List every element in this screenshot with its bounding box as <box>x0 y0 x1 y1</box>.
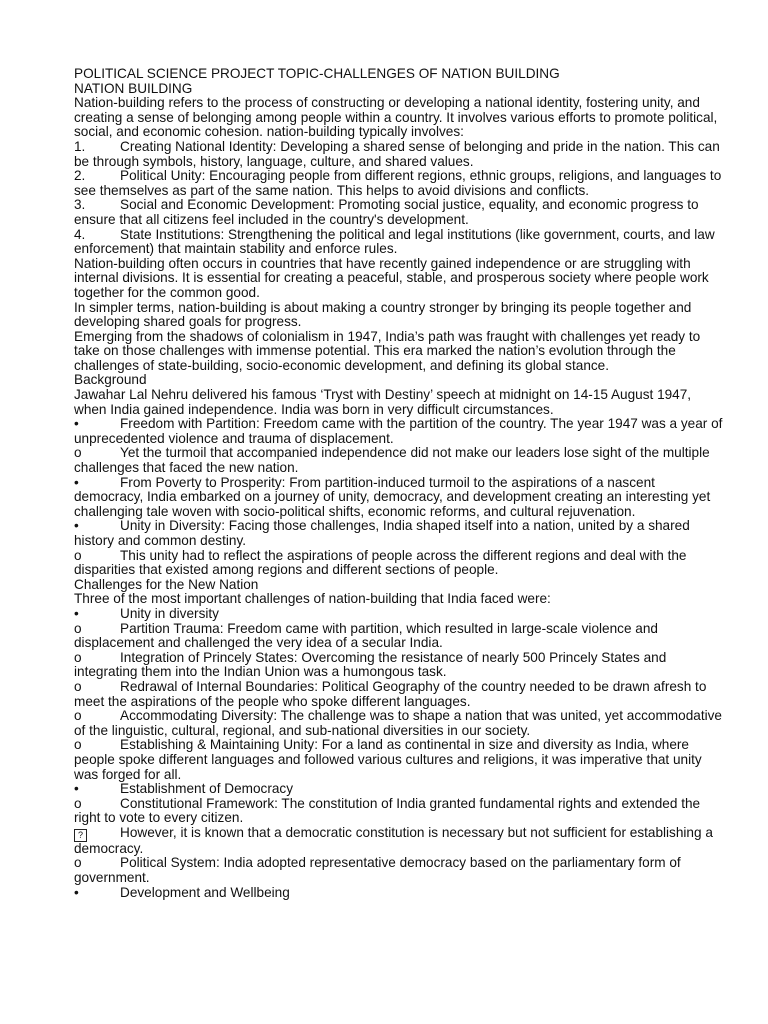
list-item <box>74 476 724 520</box>
list-item-text: State Institutions: Strengthening the political and legal institutions (like government, courts, and law enforcement) that maintain stability and enforce rules. <box>74 226 715 257</box>
list-marker: o <box>74 795 82 811</box>
paragraph: Nation-building often occurs in countries that have recently gained independence or are struggling with internal divisions. It is essential for creating a peaceful, stable, and prosperous society where people work together for the common good. <box>74 255 709 300</box>
list-marker: 1. <box>74 138 86 154</box>
list-marker: • <box>74 416 79 432</box>
list-item-text: Accommodating Diversity: The challenge was to shape a nation that was united, yet accommodative of the linguistic, cultural, regional, and sub-national diversities in our society. <box>74 708 722 738</box>
document-blocks <box>74 82 724 901</box>
list-item-text: Constitutional Framework: The constitution of India granted fundamental rights and extended the right to vote to every citizen. <box>74 795 701 826</box>
list-item-text: Creating National Identity: Developing a shared sense of belonging and pride in the nation. This can be through symbols, history, language, culture, and shared values. <box>74 138 720 169</box>
list-item <box>74 738 724 782</box>
paragraph: Nation-building refers to the process of constructing or developing a national identity, fostering unity, and creating a sense of belonging among people within a country. It involves various efforts to promote political, social, and economic cohesion. nation-building typically involves: <box>74 95 718 140</box>
list-item <box>74 782 724 797</box>
list-item <box>74 417 724 446</box>
list-item-text: Freedom with Partition: Freedom came with the partition of the country. The year 1947 was a year of unprecedented violence and trauma of displacement. <box>74 416 723 446</box>
paragraph: In simpler terms, nation-building is about making a country stronger by bringing its people together and developing shared goals for progress. <box>74 299 692 330</box>
list-marker: o <box>74 445 82 461</box>
list-marker: o <box>74 708 82 724</box>
list-item-text: Political System: India adopted representative democracy based on the parliamentary form of government. <box>74 855 681 886</box>
list-item <box>74 198 724 227</box>
list-item <box>74 651 724 680</box>
list-item <box>74 519 724 548</box>
list-marker: • <box>74 884 79 900</box>
document-body <box>74 67 724 900</box>
list-item <box>74 826 724 857</box>
list-item <box>74 169 724 198</box>
list-marker: o <box>74 547 82 563</box>
list-marker: 4. <box>74 226 86 242</box>
list-marker: • <box>74 518 79 534</box>
paragraph: Background <box>74 372 147 388</box>
missing-glyph-icon: ? <box>74 829 87 842</box>
list-item <box>74 446 724 475</box>
list-item <box>74 680 724 709</box>
list-item-text: From Poverty to Prosperity: From partition-induced turmoil to the aspirations of a nascent democracy, India embarked on a journey of unity, democracy, and development creating an interesting yet challenging tale woven with socio-political shifts, economic reforms, and cultural rejuvenation. <box>74 474 711 519</box>
list-item-text: Political Unity: Encouraging people from different regions, ethnic groups, religions, and languages to see themselves as part of the same nation. This helps to avoid divisions and conflicts. <box>74 168 722 198</box>
list-item <box>74 549 724 578</box>
list-marker: o <box>74 855 82 871</box>
paragraph: Jawahar Lal Nehru delivered his famous ‘Tryst with Destiny’ speech at midnight on 14-15 August 1947, when India gained independence. India was born in very difficult circumstances. <box>74 387 692 417</box>
document-title: POLITICAL SCIENCE PROJECT TOPIC-CHALLENGES OF NATION BUILDING <box>74 66 560 81</box>
list-item <box>74 886 724 901</box>
list-marker: • <box>74 781 79 797</box>
list-item-text: Establishment of Democracy <box>120 781 294 797</box>
list-item-text: Establishing & Maintaining Unity: For a land as continental in size and diversity as India, where people spoke different languages and followed various cultures and religions, it was imperative that unity was forged for all. <box>74 737 702 782</box>
list-marker: o <box>74 737 82 753</box>
list-item-text: This unity had to reflect the aspirations of people across the different regions and deal with the disparities that existed among regions and different sections of people. <box>74 547 687 578</box>
list-item-text: Redrawal of Internal Boundaries: Political Geography of the country needed to be drawn afresh to meet the aspirations of the people who spoke different languages. <box>74 678 707 709</box>
list-item-text: Unity in diversity <box>120 605 219 621</box>
list-item <box>74 709 724 738</box>
list-item-text: However, it is known that a democratic constitution is necessary but not sufficient for establishing a democracy. <box>74 824 713 856</box>
list-marker: o <box>74 649 82 665</box>
list-item-text: Partition Trauma: Freedom came with partition, which resulted in large-scale violence and displacement and challenged the very idea of a secular India. <box>74 620 658 651</box>
list-item <box>74 797 724 826</box>
list-item <box>74 856 724 885</box>
list-item-text: Unity in Diversity: Facing those challenges, India shaped itself into a nation, united by a shared history and common destiny. <box>74 518 690 548</box>
paragraph: Challenges for the New Nation <box>74 576 259 592</box>
list-marker: 2. <box>74 168 86 184</box>
list-item-text: Development and Wellbeing <box>120 884 290 900</box>
list-item-text: Social and Economic Development: Promoting social justice, equality, and economic progress to ensure that all citizens feel included in the country's development. <box>74 197 699 227</box>
list-marker: 3. <box>74 197 86 213</box>
list-item <box>74 607 724 622</box>
paragraph: Emerging from the shadows of colonialism in 1947, India’s path was fraught with challenges yet ready to take on those challenges with immense potential. This era marked the nation’s evolution through the challenges of state-building, socio-economic development, and defining its global stance. <box>74 328 701 373</box>
paragraph: NATION BUILDING <box>74 80 193 96</box>
list-marker: • <box>74 474 79 490</box>
list-marker: o <box>74 678 82 694</box>
list-marker: • <box>74 605 79 621</box>
list-item <box>74 228 724 257</box>
paragraph: Three of the most important challenges of nation-building that India faced were: <box>74 591 551 607</box>
list-marker: o <box>74 620 82 636</box>
list-item <box>74 140 724 169</box>
list-item-text: Integration of Princely States: Overcoming the resistance of nearly 500 Princely States and integrating them into the Indian Union was a humongous task. <box>74 649 667 680</box>
list-item-text: Yet the turmoil that accompanied independence did not make our leaders lose sight of the multiple challenges that faced the new nation. <box>74 445 710 476</box>
list-item <box>74 622 724 651</box>
